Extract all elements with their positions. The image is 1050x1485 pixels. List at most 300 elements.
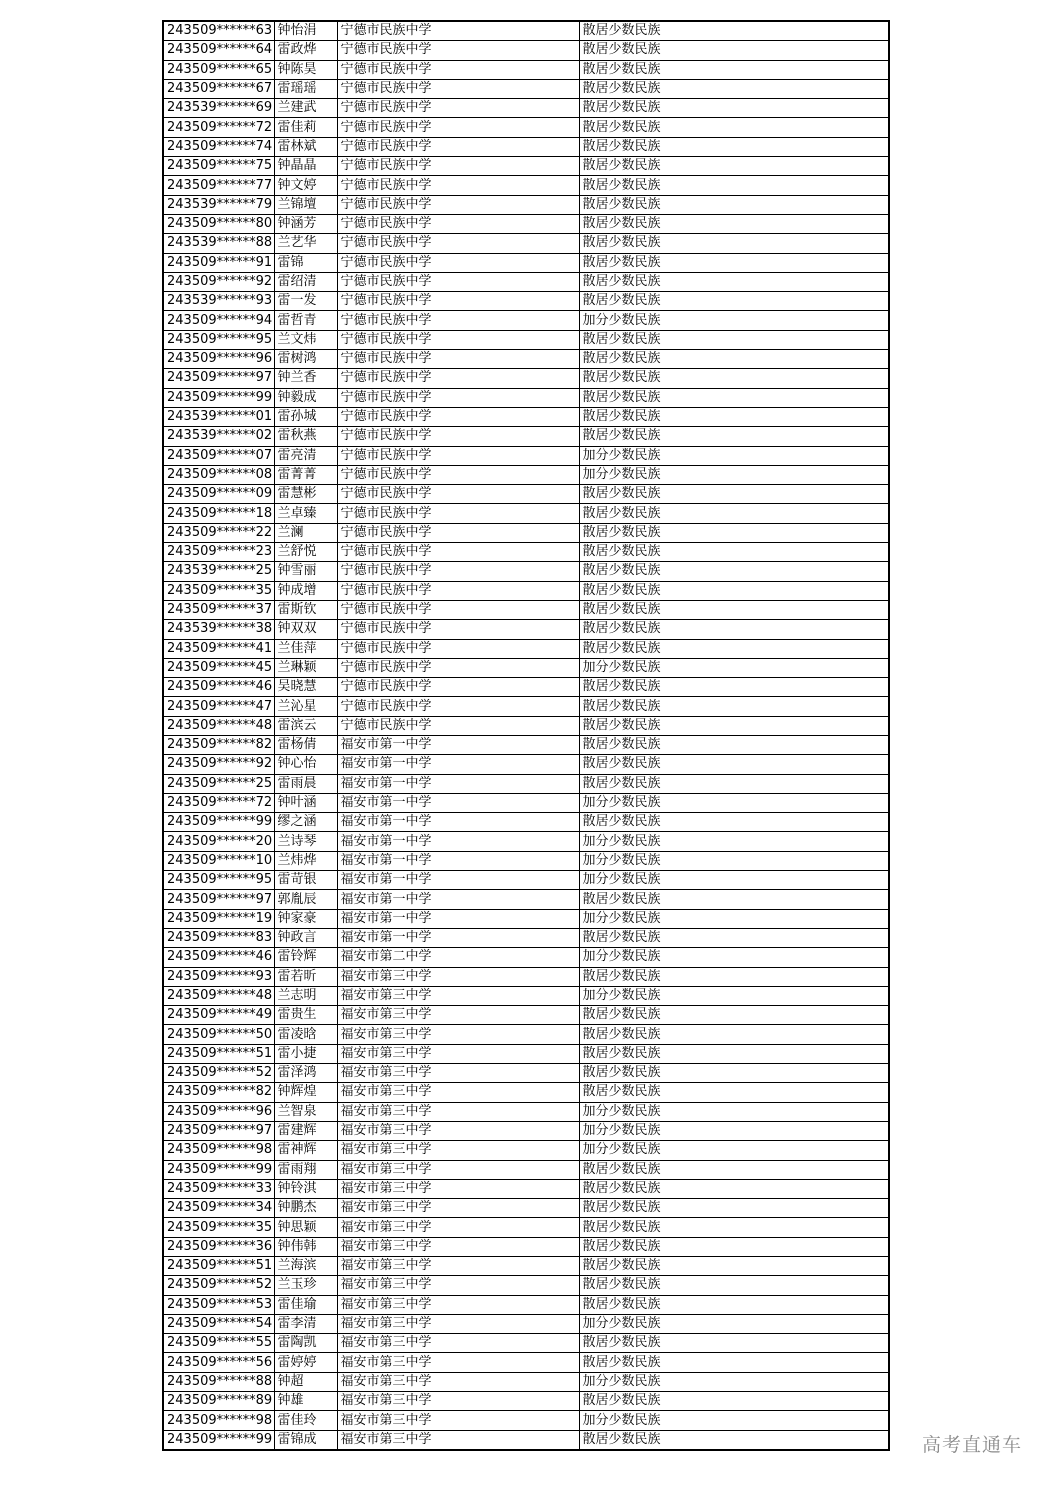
table-row	[163, 986, 889, 1005]
name-cell: 雷陶凯	[274, 1334, 337, 1353]
school-cell: 宁德市民族中学	[337, 697, 579, 716]
name-cell: 雷铃辉	[274, 948, 337, 967]
category-cell: 散居少数民族	[579, 1083, 889, 1102]
category-cell: 散居少数民族	[579, 118, 889, 137]
table-row	[163, 600, 889, 619]
school-cell: 福安市第三中学	[337, 967, 579, 986]
table-row	[163, 504, 889, 523]
exam-id-cell: 243509******80	[163, 214, 274, 233]
exam-id-cell: 243509******20	[163, 832, 274, 851]
exam-id-cell: 243509******83	[163, 928, 274, 947]
category-cell: 散居少数民族	[579, 214, 889, 233]
category-cell: 加分少数民族	[579, 446, 889, 465]
school-cell: 宁德市民族中学	[337, 234, 579, 253]
school-cell: 宁德市民族中学	[337, 118, 579, 137]
school-cell: 宁德市民族中学	[337, 620, 579, 639]
school-cell: 福安市第三中学	[337, 1237, 579, 1256]
name-cell: 雷锦成	[274, 1430, 337, 1450]
exam-id-cell: 243509******47	[163, 697, 274, 716]
category-cell: 加分少数民族	[579, 1121, 889, 1140]
category-cell: 散居少数民族	[579, 890, 889, 909]
name-cell: 雷神辉	[274, 1141, 337, 1160]
name-cell: 雷瑶瑶	[274, 79, 337, 98]
school-cell: 福安市第三中学	[337, 1006, 579, 1025]
name-cell: 兰海滨	[274, 1257, 337, 1276]
exam-id-cell: 243509******33	[163, 1179, 274, 1198]
table-row	[163, 137, 889, 156]
category-cell: 散居少数民族	[579, 1199, 889, 1218]
name-cell: 钟铃淇	[274, 1179, 337, 1198]
category-cell: 加分少数民族	[579, 909, 889, 928]
table-row	[163, 369, 889, 388]
table-row	[163, 99, 889, 118]
category-cell: 散居少数民族	[579, 523, 889, 542]
name-cell: 缪之涵	[274, 813, 337, 832]
category-cell: 散居少数民族	[579, 369, 889, 388]
category-cell: 散居少数民族	[579, 330, 889, 349]
table-row	[163, 1179, 889, 1198]
school-cell: 福安市第一中学	[337, 735, 579, 754]
name-cell: 雷李清	[274, 1314, 337, 1333]
category-cell: 散居少数民族	[579, 1353, 889, 1372]
name-cell: 钟鹏杰	[274, 1199, 337, 1218]
name-cell: 兰诗琴	[274, 832, 337, 851]
table-row	[163, 118, 889, 137]
school-cell: 宁德市民族中学	[337, 388, 579, 407]
table-row	[163, 967, 889, 986]
table-row	[163, 890, 889, 909]
category-cell: 散居少数民族	[579, 79, 889, 98]
school-cell: 宁德市民族中学	[337, 600, 579, 619]
exam-id-cell: 243509******18	[163, 504, 274, 523]
school-cell: 福安市第三中学	[337, 1314, 579, 1333]
school-cell: 宁德市民族中学	[337, 504, 579, 523]
name-cell: 雷杨倩	[274, 735, 337, 754]
school-cell: 福安市第三中学	[337, 1411, 579, 1430]
exam-id-cell: 243509******37	[163, 600, 274, 619]
exam-id-cell: 243509******92	[163, 755, 274, 774]
table-row	[163, 1199, 889, 1218]
school-cell: 福安市第三中学	[337, 1083, 579, 1102]
table-row	[163, 832, 889, 851]
name-cell: 兰文炜	[274, 330, 337, 349]
school-cell: 宁德市民族中学	[337, 60, 579, 79]
school-cell: 福安市第三中学	[337, 1141, 579, 1160]
school-cell: 福安市第三中学	[337, 1160, 579, 1179]
school-cell: 宁德市民族中学	[337, 427, 579, 446]
exam-id-cell: 243509******98	[163, 1141, 274, 1160]
table-row	[163, 1430, 889, 1450]
exam-id-cell: 243509******93	[163, 967, 274, 986]
table-row	[163, 21, 889, 41]
category-cell: 散居少数民族	[579, 1160, 889, 1179]
exam-id-cell: 243509******64	[163, 41, 274, 60]
exam-id-cell: 243539******25	[163, 562, 274, 581]
category-cell: 散居少数民族	[579, 1392, 889, 1411]
school-cell: 福安市第三中学	[337, 1025, 579, 1044]
name-cell: 雷一发	[274, 292, 337, 311]
exam-id-cell: 243509******48	[163, 986, 274, 1005]
school-cell: 福安市第三中学	[337, 1295, 579, 1314]
name-cell: 兰锦壇	[274, 195, 337, 214]
exam-id-cell: 243509******09	[163, 485, 274, 504]
name-cell: 钟叶涵	[274, 793, 337, 812]
category-cell: 散居少数民族	[579, 716, 889, 735]
category-cell: 加分少数民族	[579, 658, 889, 677]
exam-id-cell: 243509******10	[163, 851, 274, 870]
school-cell: 福安市第三中学	[337, 1218, 579, 1237]
name-cell: 郭胤辰	[274, 890, 337, 909]
school-cell: 福安市第三中学	[337, 1276, 579, 1295]
category-cell: 散居少数民族	[579, 639, 889, 658]
name-cell: 兰艺华	[274, 234, 337, 253]
name-cell: 吴晓慧	[274, 678, 337, 697]
table-row	[163, 1025, 889, 1044]
category-cell: 散居少数民族	[579, 620, 889, 639]
category-cell: 加分少数民族	[579, 986, 889, 1005]
category-cell: 散居少数民族	[579, 1295, 889, 1314]
table-row	[163, 1314, 889, 1333]
category-cell: 散居少数民族	[579, 21, 889, 41]
exam-id-cell: 243509******94	[163, 311, 274, 330]
exam-id-cell: 243509******49	[163, 1006, 274, 1025]
school-cell: 宁德市民族中学	[337, 716, 579, 735]
school-cell: 福安市第三中学	[337, 986, 579, 1005]
school-cell: 宁德市民族中学	[337, 292, 579, 311]
category-cell: 散居少数民族	[579, 485, 889, 504]
student-roster-table	[162, 20, 890, 1451]
exam-id-cell: 243509******19	[163, 909, 274, 928]
category-cell: 散居少数民族	[579, 427, 889, 446]
table-row	[163, 1218, 889, 1237]
school-cell: 福安市第一中学	[337, 832, 579, 851]
table-row	[163, 1372, 889, 1391]
table-row	[163, 214, 889, 233]
table-row	[163, 272, 889, 291]
table-row	[163, 639, 889, 658]
name-cell: 雷泽鸿	[274, 1064, 337, 1083]
category-cell: 散居少数民族	[579, 543, 889, 562]
name-cell: 钟怡涓	[274, 21, 337, 41]
category-cell: 加分少数民族	[579, 832, 889, 851]
exam-id-cell: 243509******35	[163, 581, 274, 600]
table-row	[163, 1353, 889, 1372]
school-cell: 福安市第三中学	[337, 1392, 579, 1411]
category-cell: 散居少数民族	[579, 234, 889, 253]
category-cell: 散居少数民族	[579, 137, 889, 156]
name-cell: 兰佳萍	[274, 639, 337, 658]
table-row	[163, 330, 889, 349]
exam-id-cell: 243509******92	[163, 272, 274, 291]
name-cell: 兰沁星	[274, 697, 337, 716]
exam-id-cell: 243539******38	[163, 620, 274, 639]
exam-id-cell: 243509******53	[163, 1295, 274, 1314]
category-cell: 散居少数民族	[579, 99, 889, 118]
exam-id-cell: 243509******96	[163, 350, 274, 369]
exam-id-cell: 243509******63	[163, 21, 274, 41]
name-cell: 兰建武	[274, 99, 337, 118]
category-cell: 加分少数民族	[579, 1411, 889, 1430]
exam-id-cell: 243509******99	[163, 813, 274, 832]
category-cell: 散居少数民族	[579, 1006, 889, 1025]
exam-id-cell: 243539******02	[163, 427, 274, 446]
school-cell: 宁德市民族中学	[337, 465, 579, 484]
school-cell: 福安市第三中学	[337, 1372, 579, 1391]
school-cell: 福安市第二中学	[337, 948, 579, 967]
exam-id-cell: 243509******51	[163, 1044, 274, 1063]
category-cell: 散居少数民族	[579, 60, 889, 79]
exam-id-cell: 243509******35	[163, 1218, 274, 1237]
category-cell: 加分少数民族	[579, 793, 889, 812]
school-cell: 福安市第三中学	[337, 1179, 579, 1198]
name-cell: 兰舒悦	[274, 543, 337, 562]
name-cell: 雷绍清	[274, 272, 337, 291]
category-cell: 散居少数民族	[579, 1025, 889, 1044]
name-cell: 钟伟韩	[274, 1237, 337, 1256]
exam-id-cell: 243539******88	[163, 234, 274, 253]
category-cell: 散居少数民族	[579, 562, 889, 581]
exam-id-cell: 243539******79	[163, 195, 274, 214]
exam-id-cell: 243509******41	[163, 639, 274, 658]
school-cell: 福安市第三中学	[337, 1044, 579, 1063]
table-row	[163, 446, 889, 465]
name-cell: 兰澜	[274, 523, 337, 542]
table-row	[163, 253, 889, 272]
table-row	[163, 658, 889, 677]
category-cell: 散居少数民族	[579, 157, 889, 176]
category-cell: 散居少数民族	[579, 774, 889, 793]
table-row	[163, 157, 889, 176]
category-cell: 加分少数民族	[579, 1372, 889, 1391]
category-cell: 散居少数民族	[579, 813, 889, 832]
school-cell: 宁德市民族中学	[337, 330, 579, 349]
exam-id-cell: 243509******56	[163, 1353, 274, 1372]
table-row	[163, 1006, 889, 1025]
name-cell: 雷亮清	[274, 446, 337, 465]
exam-id-cell: 243509******52	[163, 1064, 274, 1083]
category-cell: 散居少数民族	[579, 292, 889, 311]
exam-id-cell: 243509******95	[163, 330, 274, 349]
school-cell: 宁德市民族中学	[337, 350, 579, 369]
exam-id-cell: 243509******25	[163, 774, 274, 793]
school-cell: 宁德市民族中学	[337, 485, 579, 504]
table-row	[163, 1276, 889, 1295]
table-row	[163, 1141, 889, 1160]
exam-id-cell: 243509******46	[163, 948, 274, 967]
table-row	[163, 1102, 889, 1121]
category-cell: 加分少数民族	[579, 851, 889, 870]
exam-id-cell: 243509******88	[163, 1372, 274, 1391]
school-cell: 福安市第三中学	[337, 1334, 579, 1353]
category-cell: 散居少数民族	[579, 678, 889, 697]
exam-id-cell: 243509******46	[163, 678, 274, 697]
school-cell: 宁德市民族中学	[337, 543, 579, 562]
category-cell: 散居少数民族	[579, 195, 889, 214]
name-cell: 雷佳瑜	[274, 1295, 337, 1314]
school-cell: 宁德市民族中学	[337, 407, 579, 426]
watermark-text: 高考直通车	[921, 1434, 1022, 1456]
name-cell: 雷滨云	[274, 716, 337, 735]
category-cell: 加分少数民族	[579, 948, 889, 967]
name-cell: 雷婷婷	[274, 1353, 337, 1372]
category-cell: 散居少数民族	[579, 41, 889, 60]
school-cell: 宁德市民族中学	[337, 99, 579, 118]
exam-id-cell: 243509******50	[163, 1025, 274, 1044]
table-row	[163, 755, 889, 774]
table-row	[163, 909, 889, 928]
name-cell: 兰智泉	[274, 1102, 337, 1121]
school-cell: 宁德市民族中学	[337, 157, 579, 176]
name-cell: 雷菁菁	[274, 465, 337, 484]
name-cell: 雷树鸿	[274, 350, 337, 369]
table-row	[163, 427, 889, 446]
category-cell: 散居少数民族	[579, 928, 889, 947]
name-cell: 雷哲青	[274, 311, 337, 330]
name-cell: 雷锦	[274, 253, 337, 272]
name-cell: 钟兰香	[274, 369, 337, 388]
school-cell: 福安市第三中学	[337, 1102, 579, 1121]
name-cell: 雷建辉	[274, 1121, 337, 1140]
exam-id-cell: 243509******99	[163, 388, 274, 407]
school-cell: 宁德市民族中学	[337, 639, 579, 658]
category-cell: 散居少数民族	[579, 350, 889, 369]
table-row	[163, 1044, 889, 1063]
name-cell: 雷慧彬	[274, 485, 337, 504]
exam-id-cell: 243539******69	[163, 99, 274, 118]
table-row	[163, 1121, 889, 1140]
school-cell: 福安市第一中学	[337, 813, 579, 832]
exam-id-cell: 243509******34	[163, 1199, 274, 1218]
name-cell: 钟毅成	[274, 388, 337, 407]
school-cell: 宁德市民族中学	[337, 214, 579, 233]
category-cell: 加分少数民族	[579, 1314, 889, 1333]
table-row	[163, 678, 889, 697]
table-row	[163, 716, 889, 735]
table-row	[163, 350, 889, 369]
category-cell: 散居少数民族	[579, 504, 889, 523]
category-cell: 散居少数民族	[579, 697, 889, 716]
exam-id-cell: 243509******08	[163, 465, 274, 484]
table-row	[163, 388, 889, 407]
category-cell: 散居少数民族	[579, 735, 889, 754]
school-cell: 宁德市民族中学	[337, 253, 579, 272]
name-cell: 雷佳玲	[274, 1411, 337, 1430]
exam-id-cell: 243509******65	[163, 60, 274, 79]
name-cell: 雷秋燕	[274, 427, 337, 446]
table-row	[163, 928, 889, 947]
name-cell: 兰卓臻	[274, 504, 337, 523]
name-cell: 兰炜烨	[274, 851, 337, 870]
exam-id-cell: 243509******67	[163, 79, 274, 98]
table-row	[163, 1411, 889, 1430]
name-cell: 雷孙城	[274, 407, 337, 426]
school-cell: 福安市第一中学	[337, 774, 579, 793]
name-cell: 雷苛银	[274, 871, 337, 890]
table-row	[163, 465, 889, 484]
school-cell: 宁德市民族中学	[337, 79, 579, 98]
exam-id-cell: 243539******01	[163, 407, 274, 426]
table-row	[163, 1064, 889, 1083]
table-row	[163, 407, 889, 426]
exam-id-cell: 243509******51	[163, 1257, 274, 1276]
exam-id-cell: 243509******54	[163, 1314, 274, 1333]
name-cell: 雷雨晨	[274, 774, 337, 793]
table-row	[163, 562, 889, 581]
category-cell: 散居少数民族	[579, 1237, 889, 1256]
exam-id-cell: 243509******99	[163, 1430, 274, 1450]
category-cell: 散居少数民族	[579, 1334, 889, 1353]
table-row	[163, 871, 889, 890]
exam-id-cell: 243509******91	[163, 253, 274, 272]
table-row	[163, 543, 889, 562]
category-cell: 散居少数民族	[579, 272, 889, 291]
school-cell: 宁德市民族中学	[337, 41, 579, 60]
school-cell: 福安市第一中学	[337, 755, 579, 774]
name-cell: 钟政言	[274, 928, 337, 947]
exam-id-cell: 243509******97	[163, 890, 274, 909]
name-cell: 兰琳颖	[274, 658, 337, 677]
name-cell: 钟家豪	[274, 909, 337, 928]
category-cell: 加分少数民族	[579, 1102, 889, 1121]
name-cell: 钟雪丽	[274, 562, 337, 581]
table-row	[163, 735, 889, 754]
school-cell: 福安市第三中学	[337, 1257, 579, 1276]
name-cell: 钟心怡	[274, 755, 337, 774]
school-cell: 福安市第一中学	[337, 793, 579, 812]
table-row	[163, 1295, 889, 1314]
school-cell: 宁德市民族中学	[337, 562, 579, 581]
table-row	[163, 1334, 889, 1353]
exam-id-cell: 243509******82	[163, 735, 274, 754]
exam-id-cell: 243509******77	[163, 176, 274, 195]
school-cell: 宁德市民族中学	[337, 272, 579, 291]
school-cell: 福安市第三中学	[337, 1121, 579, 1140]
table-row	[163, 1160, 889, 1179]
category-cell: 散居少数民族	[579, 1179, 889, 1198]
name-cell: 兰志明	[274, 986, 337, 1005]
category-cell: 加分少数民族	[579, 871, 889, 890]
table-row	[163, 1237, 889, 1256]
table-row	[163, 60, 889, 79]
table-row	[163, 793, 889, 812]
exam-id-cell: 243509******22	[163, 523, 274, 542]
name-cell: 兰玉珍	[274, 1276, 337, 1295]
school-cell: 宁德市民族中学	[337, 446, 579, 465]
category-cell: 散居少数民族	[579, 1257, 889, 1276]
exam-id-cell: 243509******48	[163, 716, 274, 735]
name-cell: 钟雄	[274, 1392, 337, 1411]
table-row	[163, 774, 889, 793]
name-cell: 雷佳莉	[274, 118, 337, 137]
name-cell: 雷若昕	[274, 967, 337, 986]
table-row	[163, 851, 889, 870]
exam-id-cell: 243509******45	[163, 658, 274, 677]
name-cell: 雷凌晗	[274, 1025, 337, 1044]
name-cell: 钟超	[274, 1372, 337, 1391]
table-row	[163, 581, 889, 600]
roster-body	[163, 21, 889, 1450]
name-cell: 钟成增	[274, 581, 337, 600]
category-cell: 散居少数民族	[579, 1276, 889, 1295]
exam-id-cell: 243509******82	[163, 1083, 274, 1102]
exam-id-cell: 243509******98	[163, 1411, 274, 1430]
table-row	[163, 485, 889, 504]
exam-id-cell: 243509******52	[163, 1276, 274, 1295]
exam-id-cell: 243539******93	[163, 292, 274, 311]
school-cell: 福安市第三中学	[337, 1199, 579, 1218]
category-cell: 加分少数民族	[579, 1141, 889, 1160]
category-cell: 散居少数民族	[579, 581, 889, 600]
